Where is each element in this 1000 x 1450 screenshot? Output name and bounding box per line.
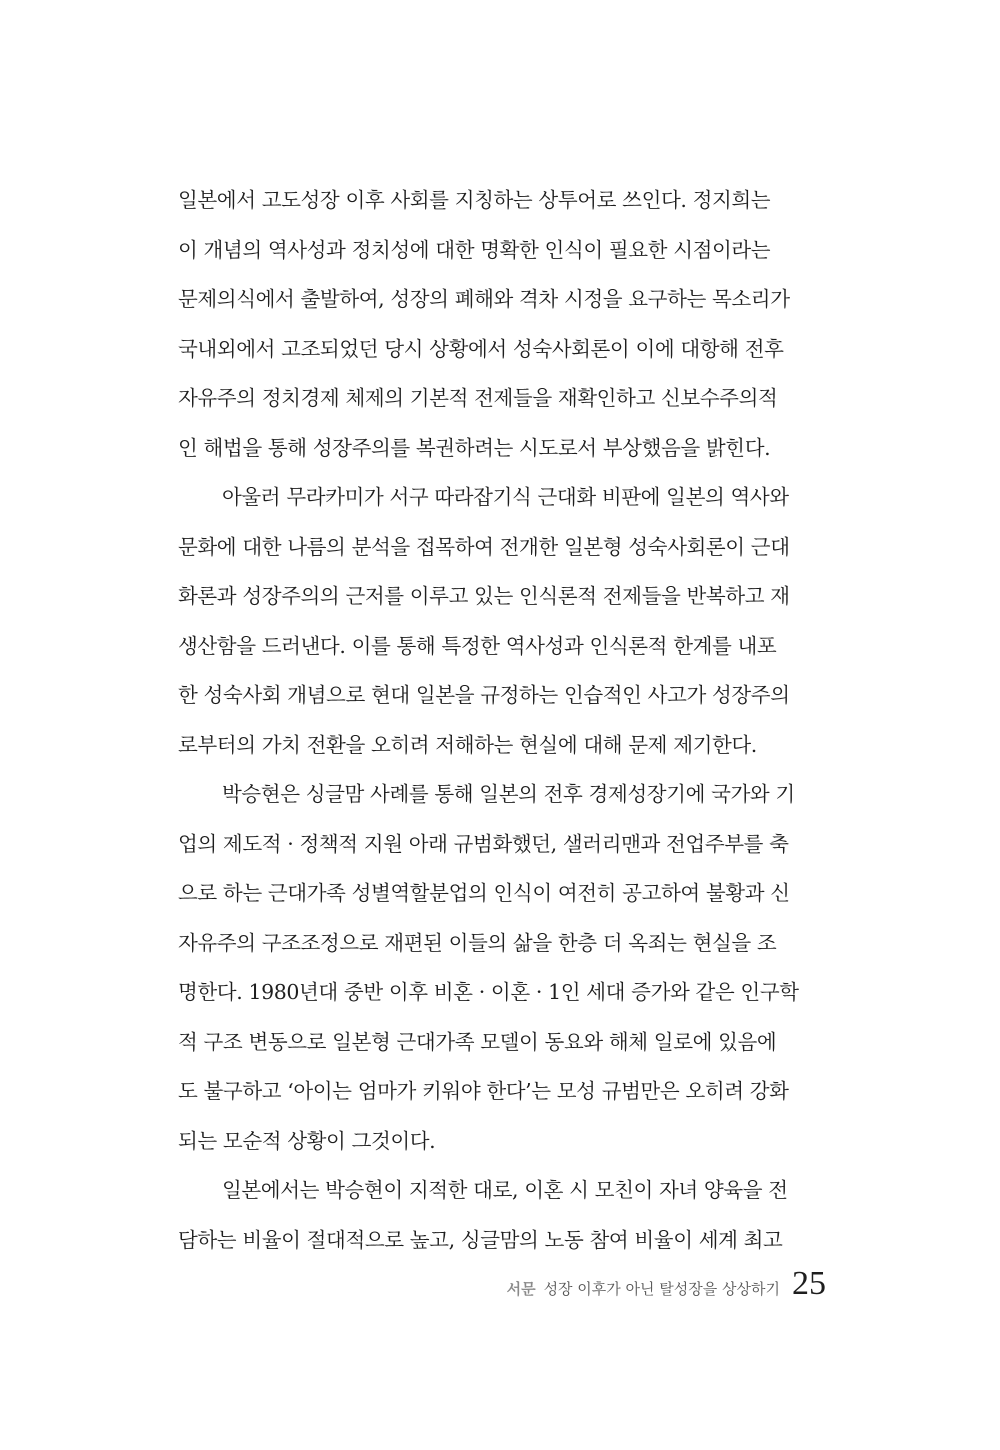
text-line: 한 성숙사회 개념으로 현대 일본을 규정하는 인습적인 사고가 성장주의 [178,683,790,707]
paragraph-first-line: 일본에서는 박승현이 지적한 대로, 이혼 시 모친이 자녀 양육을 전 [222,1178,788,1202]
text-line: 으로 하는 근대가족 성별역할분업의 인식이 여전히 공고하여 불황과 신 [178,881,790,905]
text-line: 화론과 성장주의의 근저를 이루고 있는 인식론적 전제들을 반복하고 재 [178,584,790,608]
text-line: 로부터의 가치 전환을 오히려 저해하는 현실에 대해 문제 제기한다. [178,732,757,757]
text-line: 이 개념의 역사성과 정치성에 대한 명확한 인식이 필요한 시점이라는 [178,237,771,262]
text-line: 국내외에서 고조되었던 당시 상황에서 성숙사회론이 이에 대항해 전후 [178,336,784,361]
text-line: 자유주의 구조조정으로 재편된 이들의 삶을 한층 더 옥죄는 현실을 조 [178,930,777,955]
text-line: 적 구조 변동으로 일본형 근대가족 모델이 동요와 해체 일로에 있음에 [178,1029,777,1054]
text-line: 일본에서 고도성장 이후 사회를 지칭하는 상투어로 쓰인다. 정지희는 [178,188,771,212]
text-line: 인 해법을 통해 성장주의를 복권하려는 시도로서 부상했음을 밝힌다. [178,435,771,460]
body-text [178,176,826,1265]
footer-chapter-title: 성장 이후가 아닌 탈성장을 상상하기 [543,1280,780,1298]
text-line: 담하는 비율이 절대적으로 높고, 싱글맘의 노동 참여 비율이 세계 최고 [178,1227,783,1252]
text-line: 자유주의 정치경제 체제의 기본적 전제들을 재확인하고 신보수주의적 [178,386,778,410]
running-footer [507,1265,826,1305]
text-line: 업의 제도적 · 정책적 지원 아래 규범화했던, 샐러리맨과 전업주부를 축 [178,831,789,856]
page-number: 25 [792,1265,826,1302]
text-line: 생산함을 드러낸다. 이를 통해 특정한 역사성과 인식론적 한계를 내포 [178,633,777,658]
paragraph-first-line: 박승현은 싱글맘 사례를 통해 일본의 전후 경제성장기에 국가와 기 [222,782,795,806]
text-line: 문제의식에서 출발하여, 성장의 폐해와 격차 시정을 요구하는 목소리가 [178,287,790,311]
paragraph-first-line: 아울러 무라카미가 서구 따라잡기식 근대화 비판에 일본의 역사와 [222,485,789,509]
text-line: 되는 모순적 상황이 그것이다. [178,1128,436,1153]
text-line: 명한다. 1980년대 중반 이후 비혼 · 이혼 · 1인 세대 증가와 같은 인구학 [178,980,799,1004]
footer-section-label: 서문 [506,1280,536,1298]
text-line: 문화에 대한 나름의 분석을 접목하여 전개한 일본형 성숙사회론이 근대 [178,534,790,559]
text-line: 도 불구하고 ‘아이는 엄마가 키워야 한다’는 모성 규범만은 오히려 강화 [178,1079,789,1103]
